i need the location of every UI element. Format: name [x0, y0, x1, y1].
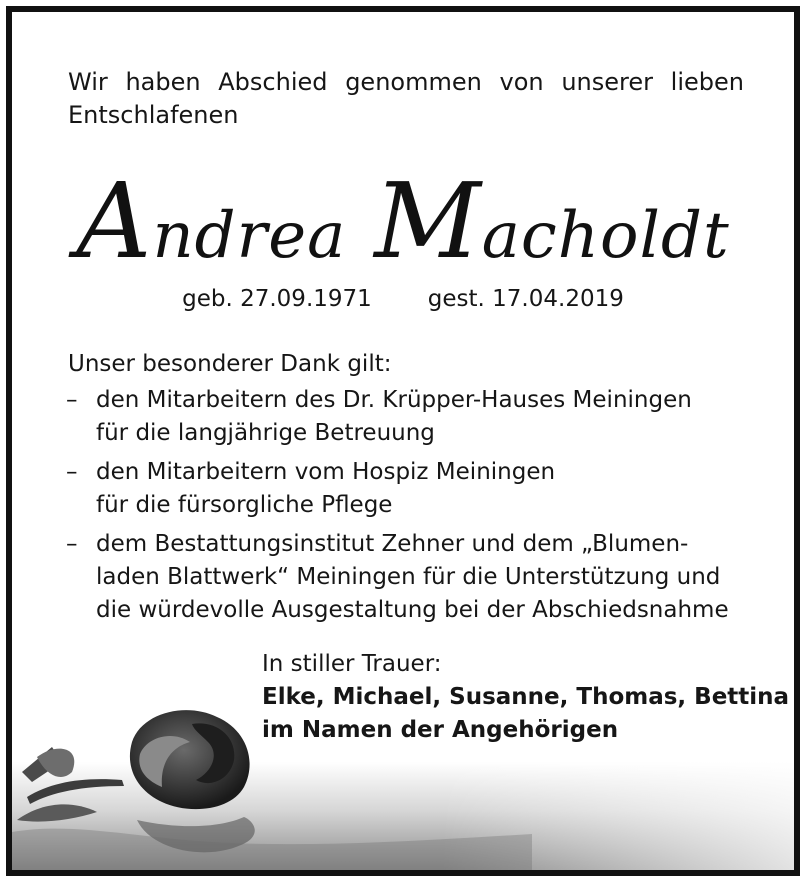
obituary-frame — [6, 6, 800, 876]
last-name-rest: acholdt — [481, 199, 730, 273]
intro-text: Wir haben Abschied genommen von unserer lieben Entschlafenen — [68, 68, 744, 129]
list-item — [66, 456, 766, 522]
dash-bullet: – — [66, 531, 78, 557]
dash-bullet: – — [66, 387, 78, 413]
list-item-line: den Mitarbeitern vom Hospiz Meiningen — [96, 459, 556, 485]
first-name-rest: ndrea — [152, 199, 347, 273]
list-item-line: dem Bestattungsinstitut Zehner und dem „Blumen- — [96, 531, 689, 557]
list-item — [66, 528, 766, 627]
thanks-list — [66, 384, 766, 633]
mourner-names: Elke, Michael, Susanne, Thomas, Bettina — [262, 684, 790, 710]
list-item-line: den Mitarbeitern des Dr. Krüpper-Hauses Meiningen — [96, 387, 692, 413]
thanks-heading: Unser besonderer Dank gilt: — [68, 351, 392, 377]
life-dates — [12, 286, 794, 312]
on-behalf-text: im Namen der Angehörigen — [262, 717, 619, 743]
dash-bullet: – — [66, 459, 78, 485]
list-item-line: für die langjährige Betreuung — [96, 420, 435, 446]
list-item-line: die würdevolle Ausgestaltung bei der Abschiedsnahme — [96, 597, 729, 623]
deceased-name — [12, 160, 794, 282]
death-date: gest. 17.04.2019 — [427, 286, 624, 312]
mourning-heading: In stiller Trauer: — [262, 651, 442, 677]
list-item — [66, 384, 766, 450]
list-item-line: laden Blattwerk“ Meiningen für die Unterstützung und — [96, 564, 721, 590]
birth-date: geb. 27.09.1971 — [182, 286, 372, 312]
last-name-initial: M — [374, 160, 482, 282]
list-item-line: für die fürsorgliche Pflege — [96, 492, 393, 518]
first-name-initial: A — [76, 160, 153, 282]
rose-image — [12, 702, 794, 870]
